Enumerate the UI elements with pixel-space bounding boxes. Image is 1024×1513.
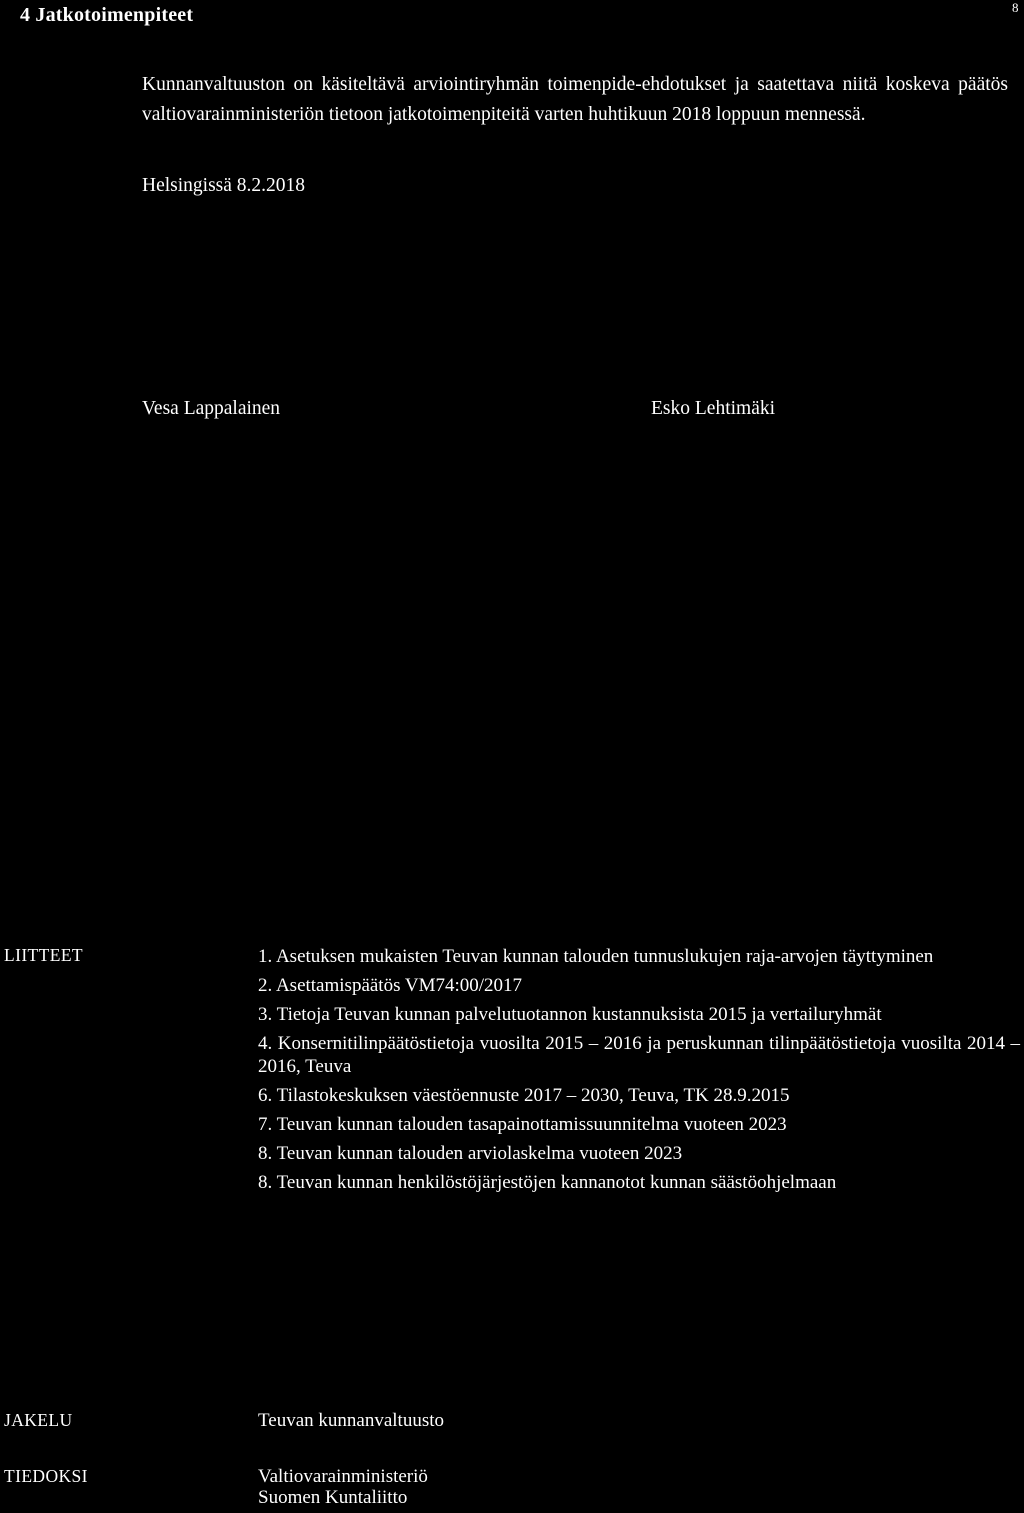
attachments-label: LIITTEET bbox=[4, 945, 83, 965]
section-heading: 4 Jatkotoimenpiteet bbox=[20, 4, 194, 26]
place-date: Helsingissä 8.2.2018 bbox=[142, 175, 306, 196]
attachment-item: 6. Tilastokeskuksen väestöennuste 2017 – 2030, Teuva, TK 28.9.2015 bbox=[258, 1085, 790, 1106]
distribution-recipient: Teuvan kunnanvaltuusto bbox=[258, 1410, 444, 1431]
attachment-item: 2. Asettamispäätös VM74:00/2017 bbox=[258, 975, 523, 996]
for-information-label: TIEDOKSI bbox=[4, 1466, 88, 1486]
attachment-item: 4. Konsernitilinpäätöstietoja vuosilta 2015 – 2016 ja peruskunnan tilinpäätöstietoja vuosilta 2014 – 2016, Teuva bbox=[258, 1033, 1020, 1077]
attachment-item: 8. Teuvan kunnan henkilöstöjärjestöjen kannanotot kunnan säästöohjelmaan bbox=[258, 1172, 837, 1193]
for-information-recipient: Suomen Kuntaliitto bbox=[258, 1487, 408, 1508]
attachment-item: 7. Teuvan kunnan talouden tasapainottamissuunnitelma vuoteen 2023 bbox=[258, 1114, 787, 1135]
page-number: 8 bbox=[1012, 0, 1019, 15]
distribution-label: JAKELU bbox=[4, 1410, 73, 1430]
signature-name-left: Vesa Lappalainen bbox=[142, 398, 281, 419]
for-information-recipients bbox=[258, 1466, 428, 1508]
attachment-item: 1. Asetuksen mukaisten Teuvan kunnan talouden tunnuslukujen raja-arvojen täyttyminen bbox=[258, 946, 934, 967]
attachment-item: 8. Teuvan kunnan talouden arviolaskelma vuoteen 2023 bbox=[258, 1143, 683, 1164]
signature-name-right: Esko Lehtimäki bbox=[651, 398, 776, 419]
body-paragraph: Kunnanvaltuuston on käsiteltävä arviointiryhmän toimenpide-ehdotukset ja saatettava niitä koskeva päätös valtiovarainministeriön tietoon jatkotoimenpiteitä varten huhtikuun 2018 loppuun mennessä. bbox=[142, 74, 1008, 125]
for-information-recipient: Valtiovarainministeriö bbox=[258, 1466, 428, 1487]
attachment-item: 3. Tietoja Teuvan kunnan palvelutuotannon kustannuksista 2015 ja vertailuryhmät bbox=[258, 1004, 882, 1025]
attachments-list bbox=[258, 945, 1020, 1200]
